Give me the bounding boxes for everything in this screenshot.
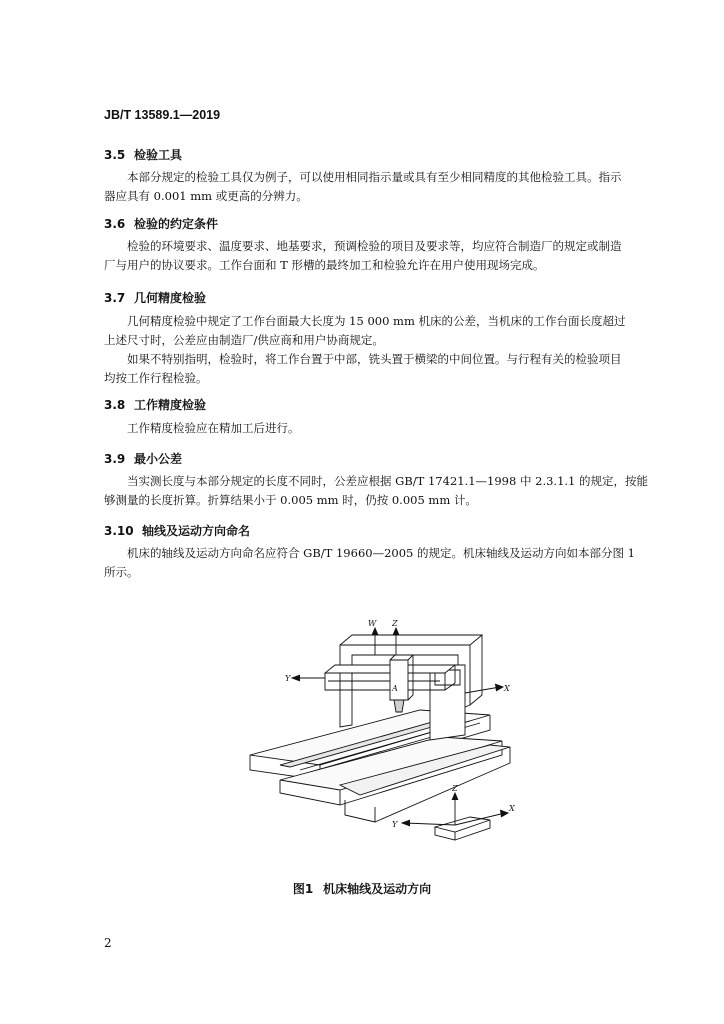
gantry-machine-drawing xyxy=(240,615,530,860)
x-axis-label: X xyxy=(504,684,510,693)
section-body-3-8: 工作精度检验应在精加工后进行。 xyxy=(127,421,300,435)
section-heading-3-10: 3.10 轴线及运动方向命名 xyxy=(104,524,251,538)
section-body-3-6: 检验的环境要求、温度要求、地基要求，预调检验的项目及要求等，均应符合制造厂的规定或制造 厂与用户的协议要求。工作台面和 T 形槽的最终加工和检验允许在用户使用现场完成。 xyxy=(104,239,622,272)
section-heading-3-9: 3.9 最小公差 xyxy=(104,452,183,466)
y-axis-label: Y xyxy=(285,674,291,683)
work-x-axis-label: X xyxy=(509,804,515,813)
standard-number: JB/T 13589.1—2019 xyxy=(104,108,221,122)
a-axis-label: A xyxy=(392,684,398,693)
w-axis-label: W xyxy=(368,619,377,628)
section-body-3-10: 机床的轴线及运动方向命名应符合 GB/T 19660—2005 的规定。机床轴线及运动方向如本部分图 1 所示。 xyxy=(104,546,635,579)
section-heading-3-8: 3.8 工作精度检验 xyxy=(104,398,207,412)
section-heading-3-7: 3.7 几何精度检验 xyxy=(104,291,207,305)
figure-caption: 图1 机床轴线及运动方向 xyxy=(292,882,432,896)
section-heading-3-5: 3.5 检验工具 xyxy=(104,148,183,162)
work-y-axis-label: Y xyxy=(392,820,398,829)
machine-axes-figure xyxy=(240,615,530,860)
section-heading-3-6: 3.6 检验的约定条件 xyxy=(104,217,219,231)
z-axis-label: Z xyxy=(392,619,398,628)
section-body-3-9: 当实测长度与本部分规定的长度不同时，公差应根据 GB/T 17421.1—1998 中 2.3.1.1 的规定，按能 够测量的长度折算。折算结果小于 0.005 mm 时，仍按 0.005 mm 计。 xyxy=(104,474,649,507)
page-number: 2 xyxy=(104,936,112,950)
section-body-3-5: 本部分规定的检验工具仅为例子，可以使用相同指示量或具有至少相同精度的其他检验工具。指示 器应具有 0.001 mm 或更高的分辨力。 xyxy=(104,170,622,203)
work-z-axis-label: Z xyxy=(452,784,458,793)
section-body-3-7: 几何精度检验中规定了工作台面最大长度为 15 000 mm 机床的公差，当机床的工作台面长度超过 上述尺寸时，公差应由制造厂/供应商和用户协商规定。 如果不特别指明，检验时，将工作台置于中部，铣头置于横梁的中间位置。与行程有关的检验项目 均按工作行程检验。 xyxy=(104,314,626,385)
